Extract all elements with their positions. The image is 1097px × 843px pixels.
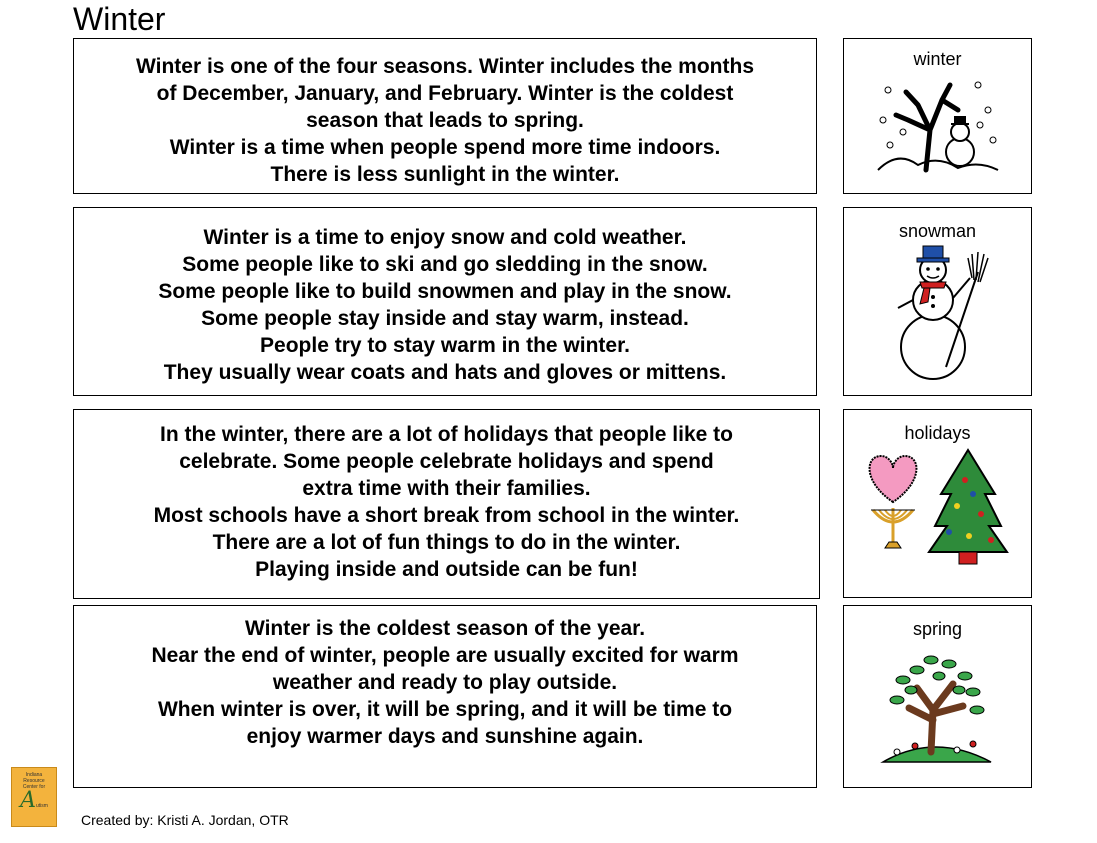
text-line: Some people stay inside and stay warm, instead. — [201, 307, 689, 330]
paragraph — [136, 53, 754, 188]
christmas-tree-icon — [929, 450, 1007, 564]
paragraph — [158, 224, 731, 386]
text-line: People try to stay warm in the winter. — [260, 334, 630, 357]
picture-card-snowman — [843, 207, 1032, 396]
logo-text: utism — [35, 803, 48, 809]
picture-card-winter — [843, 38, 1032, 194]
picture-label: spring — [912, 619, 963, 639]
text-line: of December, January, and February. Winter is the coldest — [156, 82, 734, 105]
text-line: Winter is a time to enjoy snow and cold weather. — [203, 226, 687, 249]
picture-label: winter — [913, 49, 962, 69]
irca-logo — [11, 767, 57, 827]
text-line: Near the end of winter, people are usually excited for warm — [151, 644, 739, 667]
text-line: In the winter, there are a lot of holidays that people like to — [160, 423, 733, 446]
text-line: Most schools have a short break from school in the winter. — [153, 504, 740, 527]
logo-text: Indiana — [25, 772, 43, 778]
paragraph — [154, 421, 740, 583]
text-panel-holidays — [73, 409, 820, 599]
page-title: Winter — [73, 1, 166, 37]
picture-card-holidays — [843, 409, 1032, 598]
text-line: Some people like to build snowmen and play in the snow. — [158, 280, 732, 303]
text-line: enjoy warmer days and sunshine again. — [246, 725, 644, 748]
author-credit: Created by: Kristi A. Jordan, OTR — [81, 812, 289, 828]
snowman-icon — [878, 242, 998, 382]
text-line: celebrate. Some people celebrate holidays and spend — [179, 450, 714, 473]
text-line: Playing inside and outside can be fun! — [255, 558, 638, 581]
text-line: They usually wear coats and hats and gloves or mittens. — [163, 361, 727, 384]
logo-letter: A — [20, 788, 36, 813]
text-line: season that leads to spring. — [306, 109, 584, 132]
logo-text: Resource — [23, 778, 45, 784]
heart-icon — [869, 456, 916, 502]
text-panel-activities — [73, 207, 817, 396]
text-line: Winter is the coldest season of the year. — [244, 617, 646, 640]
picture-label: snowman — [898, 221, 977, 241]
text-panel-end-of-winter — [73, 605, 817, 788]
text-line: Winter is a time when people spend more time indoors. — [169, 136, 721, 159]
text-line: Winter is one of the four seasons. Winter includes the months — [135, 55, 755, 78]
text-panel-intro — [73, 38, 817, 194]
paragraph — [151, 615, 738, 750]
logo-text: Center for — [22, 784, 46, 790]
holidays-icon — [853, 444, 1023, 574]
text-line: Some people like to ski and go sledding in the snow. — [182, 253, 708, 276]
picture-label: holidays — [904, 423, 971, 443]
text-line: weather and ready to play outside. — [272, 671, 618, 694]
text-line: There are a lot of fun things to do in the winter. — [212, 531, 681, 554]
text-line: extra time with their families. — [302, 477, 591, 500]
text-line: When winter is over, it will be spring, and it will be time to — [157, 698, 733, 721]
winter-tree-snowman-icon — [868, 70, 1008, 180]
menorah-icon — [871, 508, 915, 548]
text-line: There is less sunlight in the winter. — [270, 163, 620, 186]
picture-card-spring — [843, 605, 1032, 788]
spring-tree-icon — [873, 640, 1003, 770]
